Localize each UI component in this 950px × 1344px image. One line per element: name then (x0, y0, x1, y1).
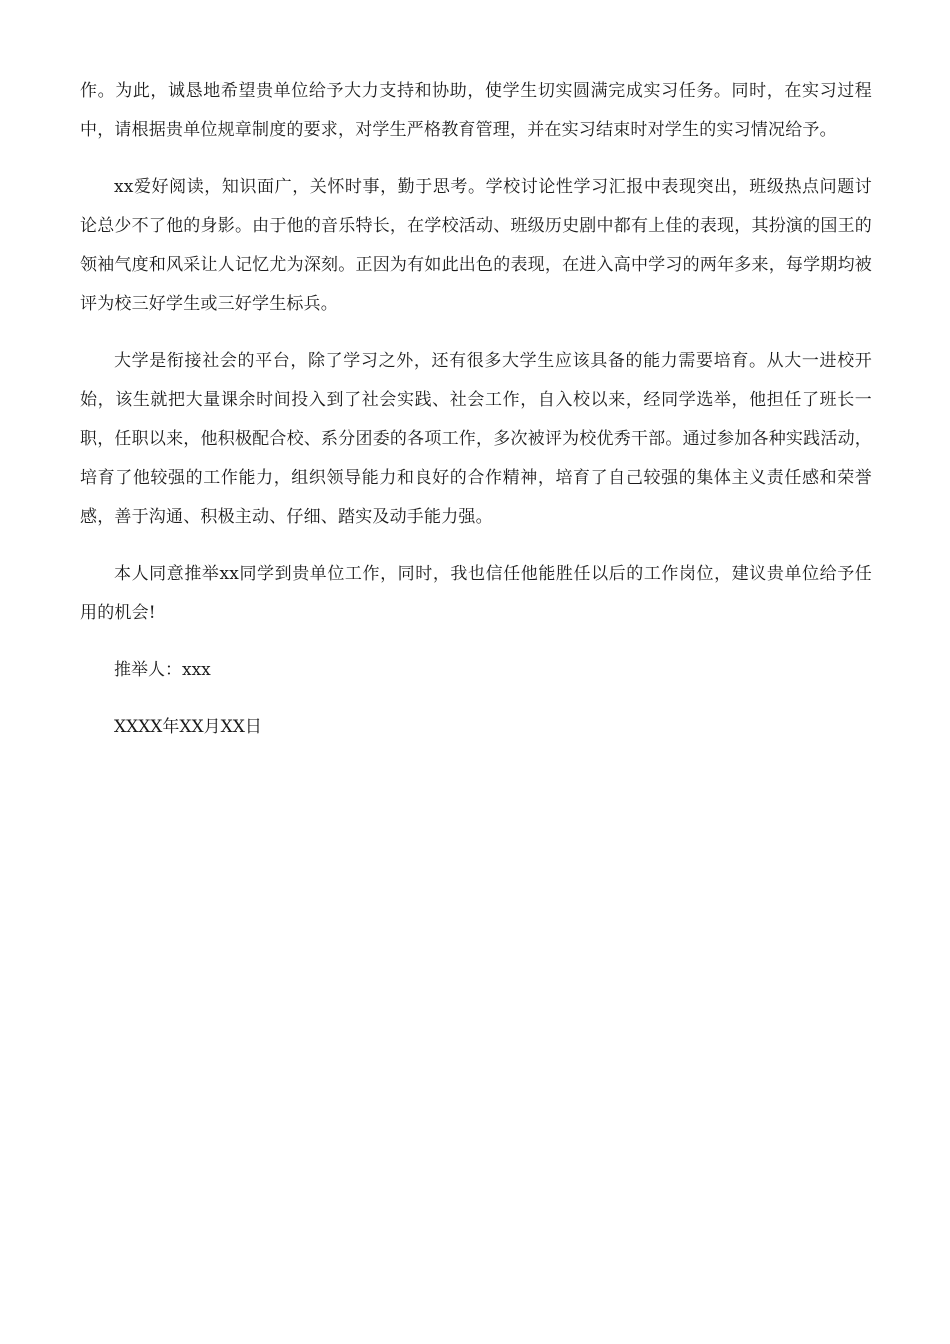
paragraph-student-hobbies: xx爱好阅读，知识面广，关怀时事，勤于思考。学校讨论性学习汇报中表现突出，班级热点问题讨论总少不了他的身影。由于他的音乐特长，在学校活动、班级历史剧中都有上佳的表现，其扮演的国王的领袖气度和风采让人记忆尤为深刻。正因为有如此出色的表现，在进入高中学习的两年多来，每学期均被评为校三好学生或三好学生标兵。 (80, 177, 872, 314)
document-page (80, 72, 872, 765)
date-line: XXXX年XX月XX日 (114, 717, 262, 737)
paragraph-university-abilities: 大学是衔接社会的平台，除了学习之外，还有很多大学生应该具备的能力需要培育。从大一进校开始，该生就把大量课余时间投入到了社会实践、社会工作，自入校以来，经同学选举，他担任了班长一职，任职以来，他积极配合校、系分团委的各项工作，多次被评为校优秀干部。通过参加各种实践活动，培育了他较强的工作能力，组织领导能力和良好的合作精神，培育了自己较强的集体主义责任感和荣誉感，善于沟通、积极主动、仔细、踏实及动手能力强。 (80, 351, 872, 527)
paragraph-recommendation: 本人同意推举xx同学到贵单位工作，同时，我也信任他能胜任以后的工作岗位，建议贵单位给予任用的机会! (80, 564, 872, 623)
paragraph-continuation: 作。为此，诚恳地希望贵单位给予大力支持和协助，使学生切实圆满完成实习任务。同时，在实习过程中，请根据贵单位规章制度的要求，对学生严格教育管理，并在实习结束时对学生的实习情况给予。 (80, 81, 872, 140)
recommender-signature: 推举人：xxx (114, 660, 211, 680)
